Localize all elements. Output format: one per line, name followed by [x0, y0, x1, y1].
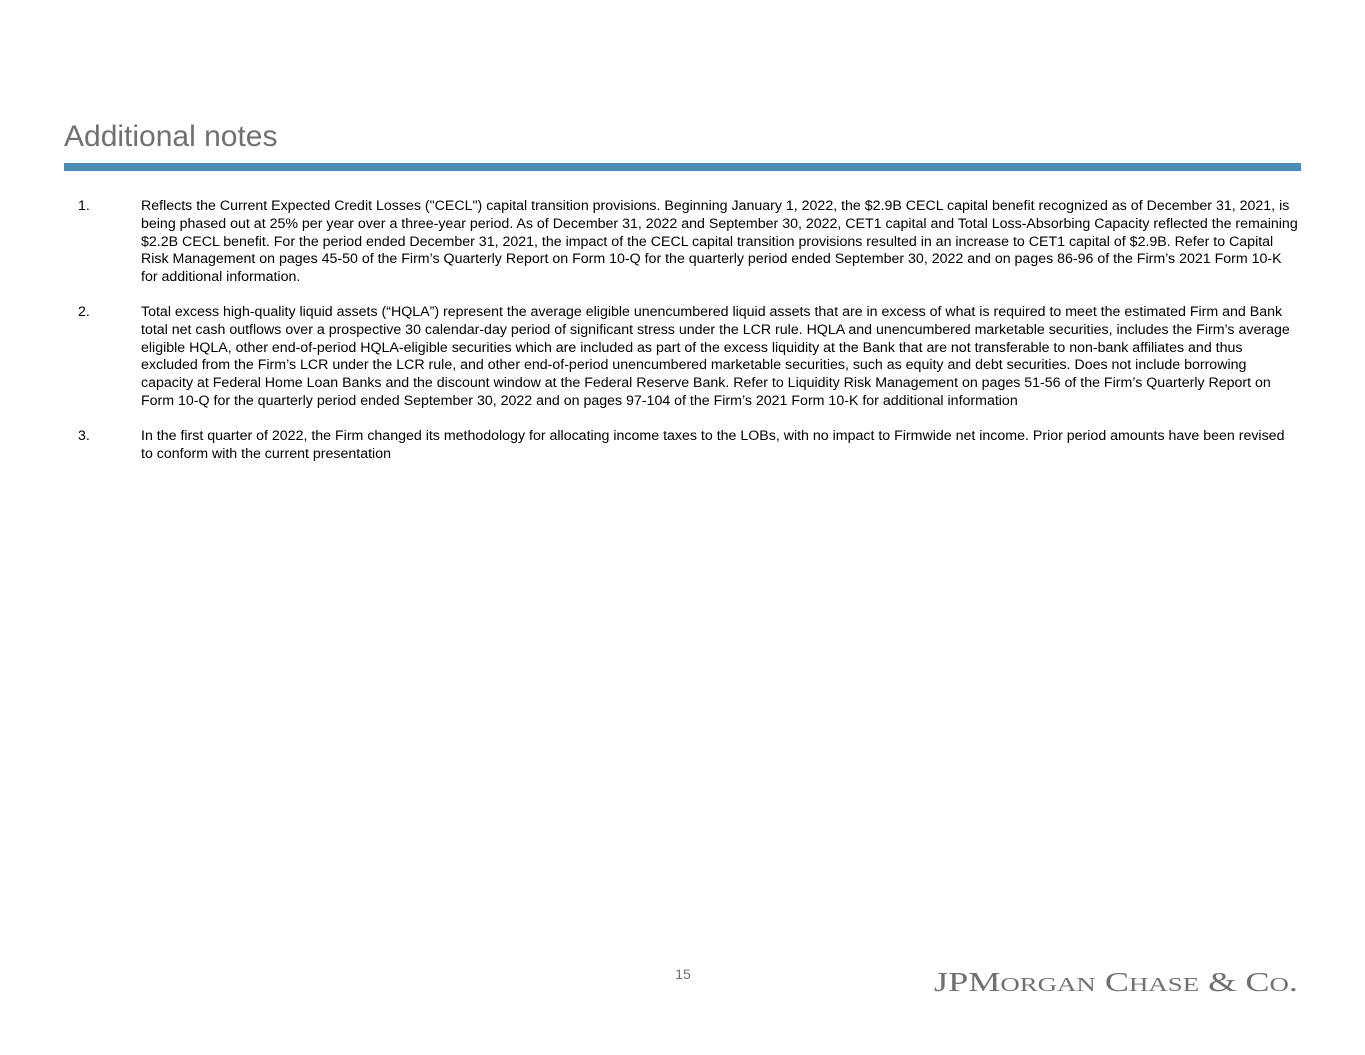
note-text: In the first quarter of 2022, the Firm changed its methodology for allocating income taxes to the LOBs, with no impact to Firmwide net income. Prior period amounts have been revised to conform with the current presentation [141, 427, 1285, 462]
page-number: 15 [675, 966, 691, 982]
company-logo [930, 962, 1302, 1002]
logo-wordmark: JPM ORGAN C HASE & C O . [934, 967, 1296, 997]
note-text: Total excess high-quality liquid assets (“HQLA”) represent the average eligible unencumbered liquid assets that are in excess of what is required to meet the estimated Firm and Bank total net cash outflows over a prospective 30 calendar-day period of significant stress under the LCR rule. HQLA and unencumbered marketable securities, includes the Firm’s average eligible HQLA, other end-of-period HQLA-eligible securities which are included as part of the excess liquidity at the Bank that are not transferable to non-bank affiliates and thus excluded from the Firm’s LCR under the LCR rule, and other end-of-period unencumbered marketable securities, such as equity and debt securities. Does not include borrowing capacity at Federal Home Loan Banks and the discount window at the Federal Reserve Bank. Refer to Liquidity Risk Management on pages 51-56 of the Firm’s Quarterly Report on Form 10-Q for the quarterly period ended September 30, 2022 and on pages 97-104 of the Firm’s 2021 Form 10-K for additional information [141, 303, 1290, 409]
note-number: 3. [78, 427, 90, 444]
page-title: Additional notes [64, 120, 278, 153]
note-number: 2. [78, 303, 90, 320]
note-text: Reflects the Current Expected Credit Losses ("CECL") capital transition provisions. Beginning January 1, 2022, the $2.9B CECL capital benefit recognized as of December 31, 2021, is being phased out at 25% per year over a three-year period. As of December 31, 2022 and September 30, 2022, CET1 capital and Total Loss-Absorbing Capacity reflected the remaining $2.2B CECL benefit. For the period ended December 31, 2021, the impact of the CECL capital transition provisions resulted in an increase to CET1 capital of $2.9B. Refer to Capital Risk Management on pages 45-50 of the Firm’s Quarterly Report on Form 10-Q for the quarterly period ended September 30, 2022 and on pages 86-96 of the Firm’s 2021 Form 10-K for additional information. [141, 198, 1298, 286]
note-item [78, 304, 1300, 411]
note-item [78, 428, 1300, 464]
notes-list [78, 198, 1300, 480]
note-item [78, 198, 1300, 287]
note-number: 1. [78, 198, 90, 214]
title-divider [64, 163, 1301, 171]
